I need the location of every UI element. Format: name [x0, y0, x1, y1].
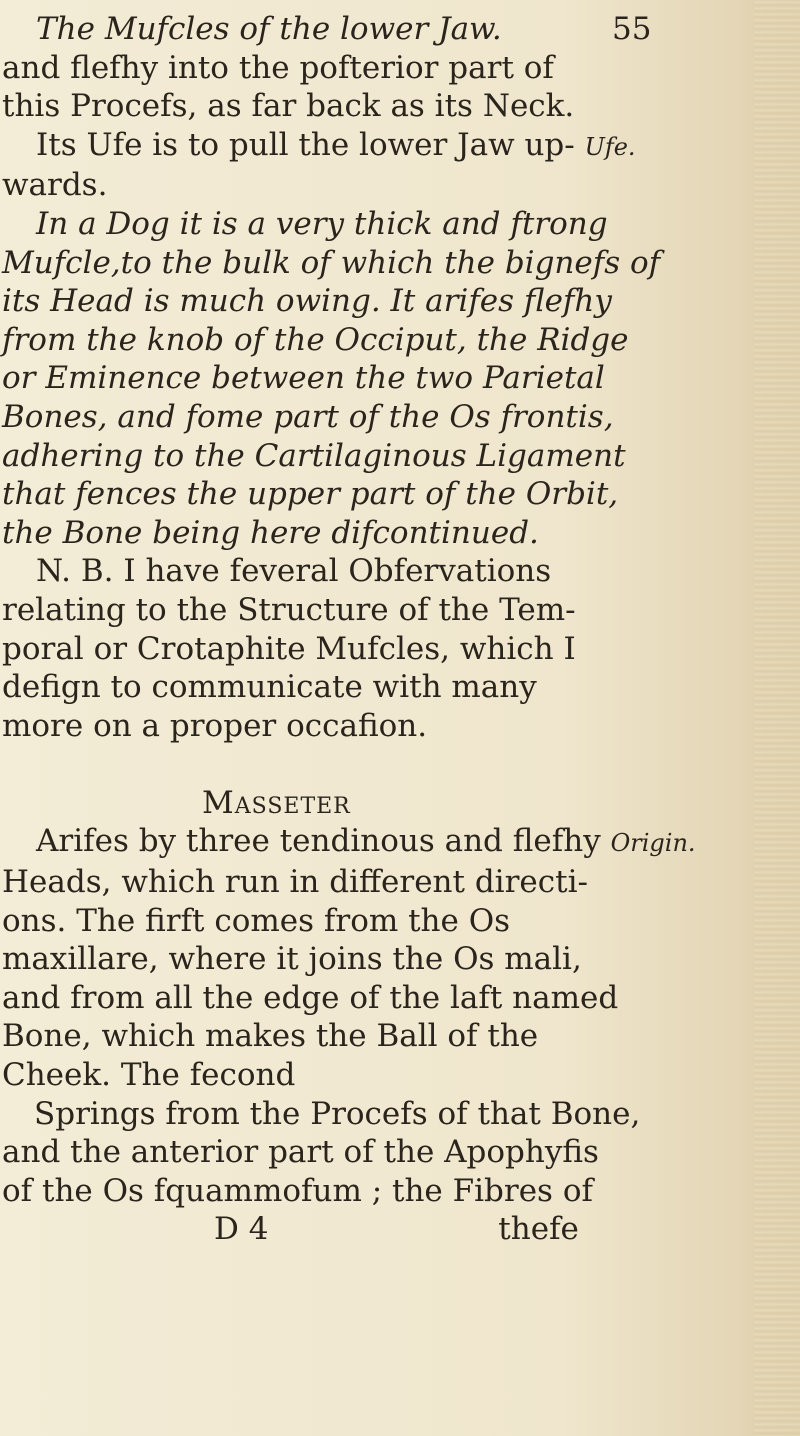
page-number: 55: [612, 11, 652, 47]
text-line: [2, 822, 702, 863]
text-line: ons. The firft comes from the Os: [2, 902, 511, 939]
text-line: and the anterior part of the Apophyfis: [2, 1134, 599, 1171]
text-line: from the knob of the Occiput, the Ridge: [2, 321, 629, 358]
text-line: that fences the upper part of the Orbit,: [2, 476, 619, 513]
signature-mark: D 4: [214, 1211, 269, 1248]
spacer: [2, 745, 702, 784]
text-line: Bones, and fome part of the Os frontis,: [2, 398, 614, 435]
text-line: adhering to the Cartilaginous Ligament: [2, 437, 626, 474]
page-gutter-edge: [754, 0, 800, 1436]
text-line: this Procefs, as far back as its Neck.: [2, 88, 575, 125]
text-line: relating to the Structure of the Tem-: [2, 591, 576, 628]
running-header: [2, 10, 702, 49]
text-line: or Eminence between the two Parietal: [2, 360, 605, 397]
text-line: of the Os fquammofum ; the Fibres of: [2, 1172, 593, 1209]
text-line: defign to communicate with many: [2, 669, 537, 706]
text-line: N. B. I have feveral Obfervations: [36, 553, 552, 590]
text-line: maxillare, where it joins the Os mali,: [2, 941, 582, 978]
running-title: The Mufcles of the lower Jaw.: [36, 11, 502, 47]
text-line: the Bone being here difcontinued.: [2, 514, 539, 551]
text-line: and flefhy into the pofterior part of: [2, 49, 554, 86]
text-line: poral or Crotaphite Mufcles, which I: [2, 630, 576, 667]
text-line: Springs from the Procefs of that Bone,: [34, 1095, 641, 1132]
text-line: Bone, which makes the Ball of the: [2, 1018, 539, 1055]
text-line: Heads, which run in different directi-: [2, 864, 588, 901]
catchword: thefe: [498, 1211, 579, 1248]
margin-note-origin: Origin.: [610, 829, 696, 858]
page-text: [2, 10, 702, 1249]
text-line-body: Its Ufe is to pull the lower Jaw up-: [36, 126, 575, 163]
section-heading: Masseter: [202, 784, 351, 821]
margin-note-use: Ufe.: [584, 132, 636, 161]
text-line: [2, 126, 702, 167]
text-line: Cheek. The fecond: [2, 1057, 296, 1094]
text-line: In a Dog it is a very thick and ftrong: [36, 205, 608, 242]
text-line: Mufcle,to the bulk of which the bignefs of: [2, 244, 661, 281]
footer-line: [2, 1210, 702, 1249]
text-line: and from all the edge of the laft named: [2, 979, 619, 1016]
text-line: more on a proper occafion.: [2, 707, 428, 744]
text-line: wards.: [2, 167, 108, 204]
text-line-body: Arifes by three tendinous and flefhy: [36, 823, 601, 860]
text-line: its Head is much owing. It arifes flefhy: [2, 283, 612, 320]
